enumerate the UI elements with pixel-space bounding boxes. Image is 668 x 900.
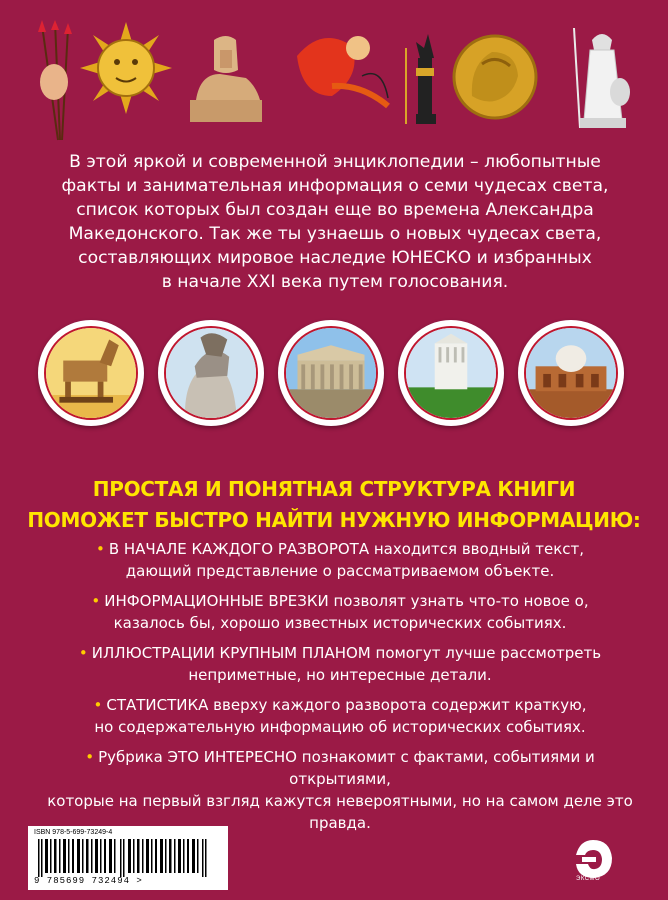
intro-line: составляющих мировое наследие ЮНЕСКО и избранных [78, 248, 592, 268]
heading-line: ПРОСТАЯ И ПОНЯТНАЯ СТРУКТУРА КНИГИ [92, 477, 576, 501]
feature-list [40, 538, 640, 842]
feature-item [40, 642, 640, 686]
bullet-icon: • [91, 592, 101, 610]
arrows-hand-illustration [30, 20, 80, 145]
feature-line: дающий представление о рассматриваемом объекте. [125, 562, 555, 580]
bullet-icon: • [95, 540, 105, 558]
bullet-icon: • [85, 748, 95, 766]
feature-line: но содержательную информацию об исторических событиях. [94, 718, 586, 736]
feature-line: неприметные, но интересные детали. [188, 666, 492, 684]
intro-line: Македонского. Так же ты узнаешь о новых чудесах света, [68, 224, 602, 244]
humayun-tomb-photo [518, 320, 624, 426]
publisher-logo-text: ЭКСМО [576, 876, 601, 882]
parthenon-photo [278, 320, 384, 426]
feature-line: Рубрика ЭТО ИНТЕРЕСНО познакомит с фактами, событиями и открытиями, [98, 748, 595, 788]
barcode-icon [34, 839, 222, 877]
anubis-illustration [398, 28, 448, 128]
athena-statue-illustration [566, 20, 636, 130]
top-illustrations-strip [0, 0, 668, 150]
warrior-helmet-photo [158, 320, 264, 426]
trojan-horse-photo [38, 320, 144, 426]
sun-face-illustration [80, 22, 172, 114]
heading-line: ПОМОЖЕТ БЫСТРО НАЙТИ НУЖНУЮ ИНФОРМАЦИЮ: [27, 508, 641, 532]
sphinx-illustration [186, 30, 266, 125]
structure-heading [0, 474, 668, 536]
cupid-illustration [292, 26, 392, 126]
feature-line: В НАЧАЛЕ КАЖДОГО РАЗВОРОТА находится вводный текст, [108, 540, 585, 558]
isbn-text: ISBN 978-5-699-73249-4 [34, 829, 113, 836]
feature-line: ИНФОРМАЦИОННЫЕ ВРЕЗКИ позволят узнать что-то новое о, [104, 592, 589, 610]
intro-line: факты и занимательная информация о семи чудесах света, [61, 176, 609, 196]
intro-line: в начале XXI века путем голосования. [161, 272, 509, 292]
intro-paragraph [40, 150, 630, 294]
feature-line: СТАТИСТИКА вверху каждого разворота содержит краткую, [106, 696, 587, 714]
feature-item [40, 590, 640, 634]
feature-item [40, 746, 640, 834]
bullet-icon: • [93, 696, 103, 714]
gold-coin-illustration [452, 34, 538, 120]
feature-item [40, 694, 640, 738]
intro-line: В этой яркой и современной энциклопедии – любопытные [69, 152, 601, 172]
mausoleum-photo [398, 320, 504, 426]
bullet-icon: • [78, 644, 88, 662]
intro-line: список которых был создан еще во времена Александра [76, 200, 594, 220]
circle-photo-row [0, 320, 668, 430]
feature-line: казалось бы, хорошо известных исторических событиях. [113, 614, 567, 632]
feature-item [40, 538, 640, 582]
feature-line: ИЛЛЮСТРАЦИИ КРУПНЫМ ПЛАНОМ помогут лучше рассмотреть [91, 644, 602, 662]
barcode-digits: 9 785699 732494 > [34, 876, 143, 886]
isbn-barcode [28, 826, 228, 890]
feature-line: которые на первый взгляд кажутся невероятными, но на самом деле это правда. [47, 792, 633, 832]
